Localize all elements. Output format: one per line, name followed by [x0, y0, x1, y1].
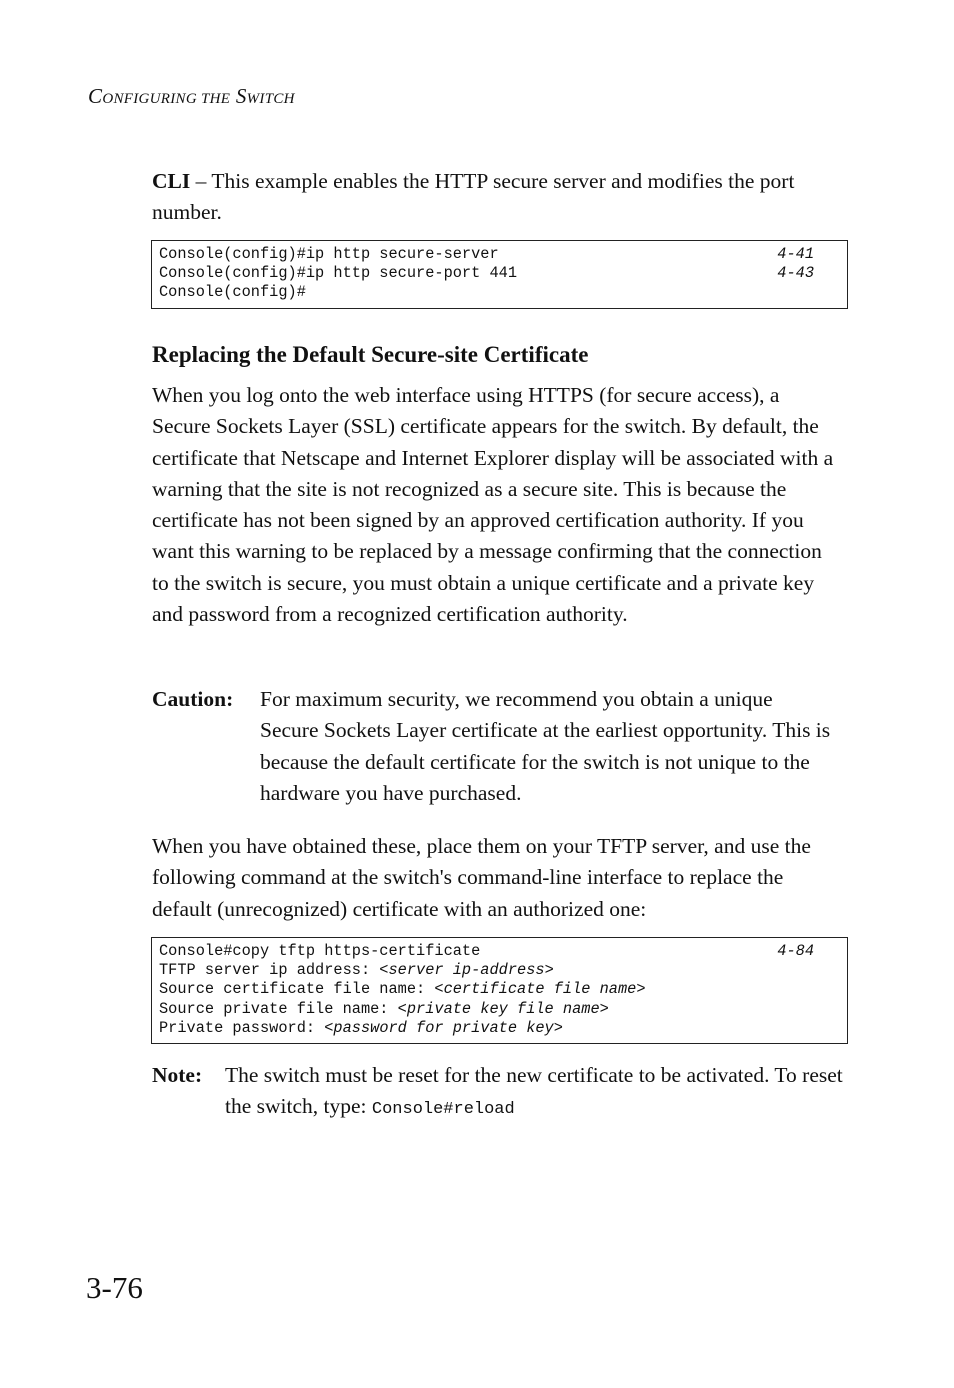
code-line [159, 980, 840, 999]
code-text: Source certificate file name: < [159, 980, 444, 999]
code-text: Private password: < [159, 1018, 334, 1037]
code-text: TFTP server ip address: < [159, 961, 389, 980]
tftp-paragraph: When you have obtained these, place them on your TFTP server, and use the following command at the switch's command-line interface to replace the default (unrecognized) certificate with an authorized one: [152, 834, 811, 921]
code-reference: 4-84 [777, 942, 814, 960]
running-head [88, 84, 295, 109]
cli-text: – This example enables the HTTP secure server and modifies the port number. [152, 169, 795, 225]
code-parameter: password for private key [333, 1018, 554, 1037]
running-head-cap-2: S [235, 84, 247, 108]
code-text: Console(config)#ip http secure-port 441 [159, 264, 518, 283]
running-head-rest-1: ONFIGURING THE [102, 91, 231, 107]
caution-label: Caution: [152, 687, 234, 711]
running-head-cap-1: C [88, 84, 103, 108]
code-text: Console#copy tftp https-certificate [159, 942, 481, 960]
body-paragraph: When you log onto the web interface using HTTPS (for secure access), a Secure Sockets Layer (SSL) certificate appears for the switch. By default, the certificate that Netscape and Internet Explorer display will be associated with a warning that the site is not recognized as a secure site. This is because the certificate has not been signed by an approved certification authority. If you want this warning to be replaced by a message confirming that the connection to the switch is secure, you must obtain a unique certificate and a private key and password from a recognized certification authority. [152, 383, 834, 627]
cli-label: CLI [152, 169, 191, 193]
section-heading: Replacing the Default Secure-site Certificate [152, 342, 589, 367]
cli-paragraph [152, 166, 842, 229]
code-line [159, 942, 840, 961]
running-head-rest-2: WITCH [246, 91, 295, 107]
caution-text: For maximum security, we recommend you obtain a unique Secure Sockets Layer certificate at the earliest opportunity. This is because the default certificate for the switch is not unique to the hardware you have purchased. [260, 687, 831, 805]
tftp-code-block [151, 937, 848, 1044]
note-text [225, 1060, 845, 1126]
cli-code-block [151, 240, 848, 309]
note-command: Console#reload [371, 1100, 515, 1120]
code-parameter: private key file name [406, 999, 600, 1018]
note-body: The switch must be reset for the new certificate to be activated. To reset the switch, type: [225, 1063, 843, 1119]
code-text: > [544, 961, 554, 980]
note-label: Note: [152, 1063, 203, 1087]
code-text: > [553, 1018, 563, 1037]
code-parameter: server ip-address [388, 961, 545, 980]
code-text: Console(config)# [159, 283, 306, 302]
code-line [159, 283, 840, 302]
code-text: Console(config)#ip http secure-server [159, 245, 499, 263]
code-line [159, 961, 840, 980]
code-parameter: certificate file name [443, 980, 637, 999]
code-text: > [636, 980, 646, 999]
page-number: 3-76 [86, 1270, 143, 1305]
code-line [159, 1000, 840, 1019]
code-text: Source private file name: < [159, 999, 407, 1018]
code-text: > [599, 999, 609, 1018]
code-reference: 4-43 [777, 264, 814, 283]
code-reference: 4-41 [777, 245, 814, 263]
code-line [159, 245, 840, 264]
code-line [159, 264, 840, 283]
code-line [159, 1019, 840, 1038]
